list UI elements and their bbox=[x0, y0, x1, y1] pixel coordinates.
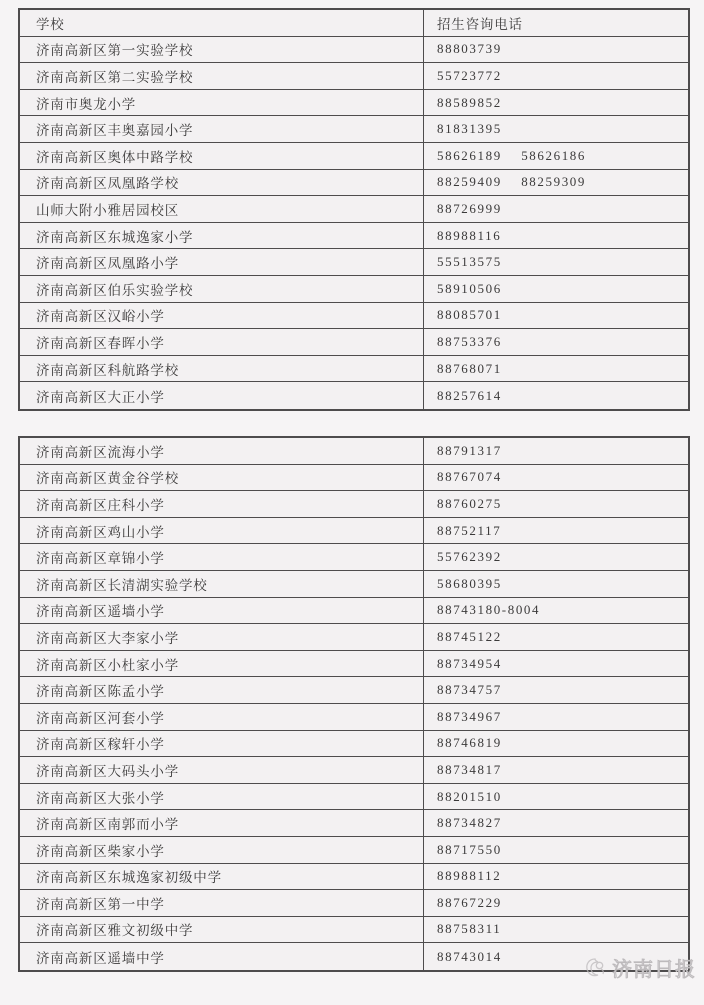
table-row bbox=[20, 917, 688, 944]
phone-number: 55723772 bbox=[437, 67, 502, 83]
table-row bbox=[20, 651, 688, 678]
table-row bbox=[20, 465, 688, 492]
phone-number: 88767074 bbox=[437, 469, 502, 485]
table-row bbox=[20, 170, 688, 197]
school-name: 济南高新区长清湖实验学校 bbox=[20, 571, 424, 597]
phone-number: 55762392 bbox=[437, 549, 502, 565]
table-row bbox=[20, 37, 688, 64]
phone-number: 88717550 bbox=[437, 841, 502, 857]
table-row bbox=[20, 864, 688, 891]
table-row bbox=[20, 116, 688, 143]
phone-number: 58680395 bbox=[437, 575, 502, 591]
phone-number: 88589852 bbox=[437, 94, 502, 110]
table-row bbox=[20, 491, 688, 518]
phone-number: 88734817 bbox=[437, 761, 502, 777]
phone-number: 58626189 58626186 bbox=[437, 147, 586, 163]
table-row bbox=[20, 757, 688, 784]
school-name: 济南高新区丰奥嘉园小学 bbox=[20, 116, 424, 142]
school-name: 济南高新区第一中学 bbox=[20, 890, 424, 916]
header-phone-label: 招生咨询电话 bbox=[437, 16, 523, 32]
phone-number: 88768071 bbox=[437, 360, 502, 376]
table-row bbox=[20, 890, 688, 917]
table-row bbox=[20, 143, 688, 170]
school-name: 济南高新区大李家小学 bbox=[20, 624, 424, 650]
school-phone-table-lower bbox=[18, 436, 690, 972]
table-row bbox=[20, 518, 688, 545]
school-name: 济南高新区陈孟小学 bbox=[20, 677, 424, 703]
phone-number: 88726999 bbox=[437, 200, 502, 216]
school-name: 济南高新区凤凰路学校 bbox=[20, 170, 424, 196]
school-name: 济南高新区遥墙中学 bbox=[20, 943, 424, 970]
table-row bbox=[20, 382, 688, 409]
phone-number: 88745122 bbox=[437, 628, 502, 644]
phone-number: 88988116 bbox=[437, 227, 502, 243]
school-name: 济南高新区大码头小学 bbox=[20, 757, 424, 783]
phone-number: 88753376 bbox=[437, 333, 502, 349]
school-phone-table-upper bbox=[18, 8, 690, 411]
school-name: 济南高新区南郭而小学 bbox=[20, 810, 424, 836]
school-name: 济南高新区稼轩小学 bbox=[20, 731, 424, 757]
school-name: 济南高新区流海小学 bbox=[20, 438, 424, 464]
school-name: 济南高新区第一实验学校 bbox=[20, 37, 424, 63]
table-row bbox=[20, 223, 688, 250]
school-name: 济南高新区东城逸家小学 bbox=[20, 223, 424, 249]
table-row bbox=[20, 677, 688, 704]
table-row bbox=[20, 571, 688, 598]
phone-number: 55513575 bbox=[437, 254, 502, 270]
school-name: 济南高新区春晖小学 bbox=[20, 329, 424, 355]
phone-number: 88803739 bbox=[437, 41, 502, 57]
table-row bbox=[20, 329, 688, 356]
phone-number: 88743180-8004 bbox=[437, 602, 541, 618]
table-row bbox=[20, 276, 688, 303]
school-name: 济南高新区河套小学 bbox=[20, 704, 424, 730]
table-row bbox=[20, 624, 688, 651]
table-row bbox=[20, 303, 688, 330]
phone-number: 88085701 bbox=[437, 307, 502, 323]
phone-number: 81831395 bbox=[437, 121, 502, 137]
phone-number: 88201510 bbox=[437, 788, 502, 804]
school-name: 济南高新区伯乐实验学校 bbox=[20, 276, 424, 302]
school-name: 济南高新区奥体中路学校 bbox=[20, 143, 424, 169]
school-name: 济南高新区东城逸家初级中学 bbox=[20, 864, 424, 890]
phone-number: 88734827 bbox=[437, 815, 502, 831]
school-name: 济南高新区汉峪小学 bbox=[20, 303, 424, 329]
phone-number: 88734757 bbox=[437, 682, 502, 698]
phone-number: 58910506 bbox=[437, 280, 502, 296]
table-row bbox=[20, 704, 688, 731]
table-row bbox=[20, 784, 688, 811]
phone-number: 88743014 bbox=[437, 948, 502, 964]
school-name: 济南高新区凤凰路小学 bbox=[20, 249, 424, 275]
school-name: 山师大附小雅居园校区 bbox=[20, 196, 424, 222]
table-row bbox=[20, 196, 688, 223]
watermark-text: 济南日报 bbox=[612, 959, 696, 981]
school-name: 济南高新区大张小学 bbox=[20, 784, 424, 810]
phone-number: 88767229 bbox=[437, 894, 502, 910]
phone-number: 88746819 bbox=[437, 735, 502, 751]
table-row bbox=[20, 249, 688, 276]
table-row bbox=[20, 356, 688, 383]
school-name: 济南高新区黄金谷学校 bbox=[20, 465, 424, 491]
school-name: 济南高新区大正小学 bbox=[20, 382, 424, 409]
school-name: 济南高新区雅文初级中学 bbox=[20, 917, 424, 943]
phone-number: 88257614 bbox=[437, 387, 502, 403]
school-name: 济南高新区科航路学校 bbox=[20, 356, 424, 382]
school-name: 济南高新区庄科小学 bbox=[20, 491, 424, 517]
table-body-upper bbox=[20, 37, 688, 409]
table-row bbox=[20, 598, 688, 625]
phone-number: 88734967 bbox=[437, 708, 502, 724]
school-name: 济南高新区第二实验学校 bbox=[20, 63, 424, 89]
school-name: 济南高新区鸡山小学 bbox=[20, 518, 424, 544]
phone-number: 88760275 bbox=[437, 495, 502, 511]
table-row bbox=[20, 63, 688, 90]
phone-number: 88758311 bbox=[437, 921, 502, 937]
table-body-lower bbox=[20, 438, 688, 970]
table-row bbox=[20, 544, 688, 571]
school-name: 济南市奥龙小学 bbox=[20, 90, 424, 116]
phone-number: 88988112 bbox=[437, 868, 502, 884]
header-school-label: 学校 bbox=[20, 10, 424, 36]
table-row bbox=[20, 90, 688, 117]
phone-number: 88752117 bbox=[437, 522, 502, 538]
phone-number: 88791317 bbox=[437, 442, 502, 458]
table-row bbox=[20, 810, 688, 837]
school-name: 济南高新区遥墙小学 bbox=[20, 598, 424, 624]
table-row bbox=[20, 731, 688, 758]
school-name: 济南高新区小杜家小学 bbox=[20, 651, 424, 677]
school-name: 济南高新区柴家小学 bbox=[20, 837, 424, 863]
table-row bbox=[20, 943, 688, 970]
table-row bbox=[20, 438, 688, 465]
phone-number: 88734954 bbox=[437, 655, 502, 671]
table-header-row bbox=[20, 10, 688, 37]
phone-number: 88259409 88259309 bbox=[437, 174, 586, 190]
table-row bbox=[20, 837, 688, 864]
school-name: 济南高新区章锦小学 bbox=[20, 544, 424, 570]
